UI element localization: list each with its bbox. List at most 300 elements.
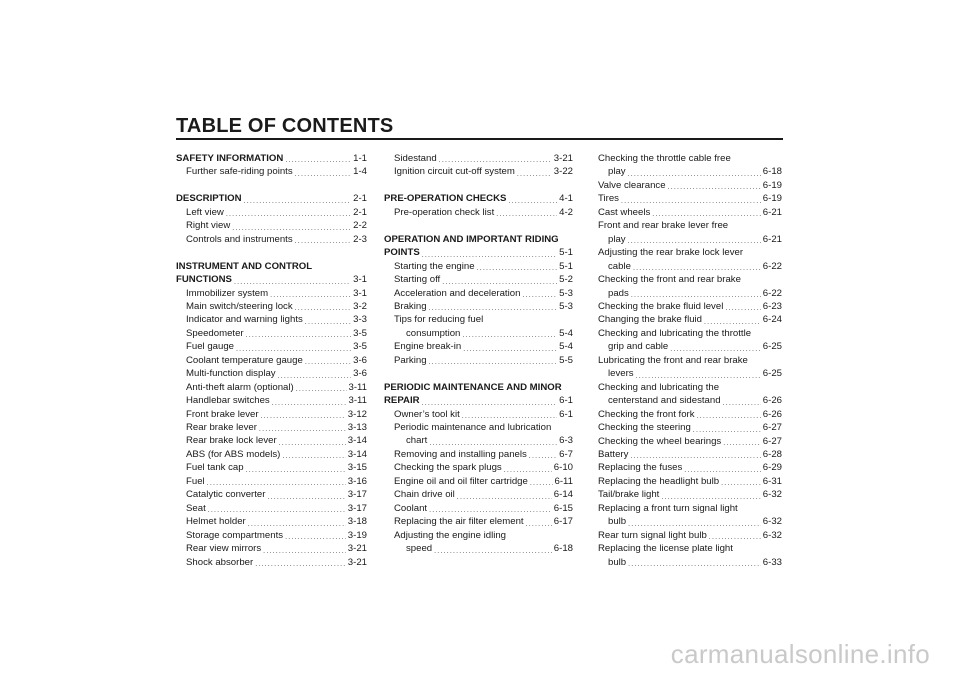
toc-entry[interactable] — [384, 515, 573, 528]
toc-entry[interactable] — [384, 340, 573, 353]
toc-page-number: 1-1 — [353, 153, 367, 164]
toc-entry-title: PRE-OPERATION CHECKS — [384, 193, 507, 205]
toc-page-number: 3-6 — [353, 368, 367, 380]
toc-page-number: 5-1 — [559, 247, 573, 259]
toc-page-number: 3-2 — [353, 300, 367, 312]
toc-entry[interactable] — [176, 394, 367, 407]
toc-entry-title: Further safe-riding points — [186, 166, 293, 178]
toc-entry[interactable] — [598, 313, 782, 326]
toc-entry[interactable] — [384, 273, 573, 286]
toc-entry-line: Front and rear brake lever free — [598, 220, 729, 232]
toc-entry[interactable] — [176, 542, 367, 555]
toc-entry-title: Coolant — [394, 502, 428, 514]
toc-entry-title: SAFETY INFORMATION — [176, 153, 284, 164]
toc-entry-title: Parking — [394, 354, 427, 366]
dot-leader — [636, 372, 761, 381]
section-spacer — [176, 179, 367, 192]
toc-entry-line: Replacing the license plate light — [598, 543, 733, 555]
toc-entry-line: Adjusting the engine idling — [394, 529, 507, 541]
dot-leader — [259, 425, 346, 434]
toc-page-number: 6-27 — [762, 422, 782, 434]
toc-entry-title: Replacing the headlight bulb — [598, 475, 720, 487]
dot-leader — [630, 452, 760, 461]
toc-page-number: 3-13 — [347, 422, 367, 434]
toc-entry[interactable] — [598, 367, 782, 380]
toc-entry-title: Checking the steering — [598, 422, 691, 434]
toc-page-number: 6-1 — [559, 395, 573, 407]
toc-page-number: 3-17 — [347, 502, 367, 514]
toc-entry-title: Acceleration and deceleration — [394, 287, 521, 299]
toc-entry-title: Pre-operation check list — [394, 206, 495, 218]
dot-leader — [434, 547, 552, 556]
toc-page-number: 5-4 — [559, 327, 573, 339]
dot-leader — [255, 560, 346, 569]
toc-entry[interactable] — [598, 179, 782, 192]
toc-entry-title: Rear view mirrors — [186, 543, 262, 555]
toc-entry-title: REPAIR — [384, 395, 420, 407]
dot-leader — [529, 452, 557, 461]
dot-leader — [526, 520, 552, 529]
toc-entry[interactable] — [598, 394, 782, 407]
toc-section-heading-line: OPERATION AND IMPORTANT RIDING — [384, 233, 559, 245]
dot-leader — [305, 358, 351, 367]
toc-entry[interactable] — [598, 300, 782, 313]
toc-page-number: 6-22 — [762, 260, 782, 272]
dot-leader — [295, 170, 351, 179]
toc-entry[interactable] — [176, 461, 367, 474]
toc-page-number: 6-11 — [554, 475, 573, 487]
title-underline — [176, 138, 783, 140]
toc-entry[interactable] — [176, 219, 367, 232]
toc-page-number: 5-2 — [559, 274, 573, 286]
toc-entry-title: Replacing the fuses — [598, 462, 683, 474]
toc-entry-title: Braking — [394, 300, 427, 312]
toc-entry-title: Checking the front fork — [598, 408, 695, 420]
toc-section-heading-line: PERIODIC MAINTENANCE AND MINOR — [384, 381, 562, 393]
toc-entry-title: Checking the wheel bearings — [598, 435, 722, 447]
toc-entry-title: Owner’s tool kit — [394, 408, 460, 420]
toc-page-number: 4-2 — [559, 206, 573, 218]
page-title: TABLE OF CONTENTS — [176, 115, 394, 137]
toc-entry[interactable] — [176, 233, 367, 246]
toc-entry-title: Front brake lever — [186, 408, 259, 420]
toc-entry-title: POINTS — [384, 247, 420, 259]
toc-page-number: 6-23 — [762, 300, 782, 312]
toc-entry-line: Tips for reducing fuel — [394, 314, 484, 326]
toc-entry[interactable] — [384, 152, 573, 165]
dot-leader — [462, 331, 557, 340]
toc-page-number: 5-3 — [559, 300, 573, 312]
dot-leader — [295, 237, 351, 246]
toc-entry-title: Changing the brake fluid — [598, 314, 703, 326]
dot-leader — [661, 493, 760, 502]
dot-leader — [704, 318, 761, 327]
toc-page-number: 6-22 — [762, 287, 782, 299]
watermark: carmanualsonline.info — [670, 639, 930, 669]
toc-page-number: 6-18 — [553, 543, 573, 555]
toc-page-number: 3-5 — [353, 341, 367, 353]
toc-entry-line: Checking and lubricating the — [598, 381, 720, 393]
toc-entry-line: Checking and lubricating the throttle — [598, 327, 752, 339]
section-spacer — [384, 367, 573, 380]
dot-leader — [721, 479, 761, 488]
dot-leader — [270, 291, 351, 300]
toc-page-number: 6-32 — [762, 516, 782, 528]
toc-entry-title: Right view — [186, 220, 231, 232]
toc-entry-title: Sidestand — [394, 153, 437, 164]
toc-entry[interactable] — [598, 408, 782, 421]
toc-entry-title: play — [608, 166, 626, 178]
toc-column-1 — [176, 152, 367, 569]
toc-page-number: 6-17 — [553, 516, 573, 528]
toc-page-number: 3-3 — [353, 314, 367, 326]
dot-leader — [285, 533, 346, 542]
toc-entry[interactable] — [384, 434, 573, 447]
toc-page-number: 6-19 — [762, 179, 782, 191]
toc-entry-title: Battery — [598, 448, 629, 460]
toc-entry-title: cable — [608, 260, 631, 272]
toc-page-number: 5-4 — [559, 341, 573, 353]
toc-page-number: 3-22 — [553, 166, 573, 178]
toc-section-entry[interactable] — [176, 273, 367, 286]
toc-entry[interactable] — [598, 529, 782, 542]
toc-page-number: 3-11 — [348, 381, 367, 393]
toc-page-number: 3-5 — [353, 327, 367, 339]
toc-entry-title: Tail/brake light — [598, 489, 660, 501]
dot-leader — [429, 304, 558, 313]
toc-entry-title: Fuel tank cap — [186, 462, 244, 474]
dot-leader — [633, 264, 761, 273]
toc-entry-title: Ignition circuit cut-off system — [394, 166, 515, 178]
toc-entry[interactable] — [384, 448, 573, 461]
toc-page-number: 3-15 — [347, 462, 367, 474]
toc-section-heading-line: INSTRUMENT AND CONTROL — [176, 260, 313, 272]
toc-entry[interactable] — [176, 529, 367, 542]
dot-leader — [628, 520, 761, 529]
toc-page-number: 5-1 — [559, 260, 573, 272]
toc-entry-title: Left view — [186, 206, 224, 218]
toc-page-number: 4-1 — [559, 193, 573, 205]
toc-page-number: 6-26 — [762, 408, 782, 420]
dot-leader — [442, 278, 557, 287]
toc-entry-title: ABS (for ABS models) — [186, 448, 281, 460]
toc-page-number: 6-14 — [553, 489, 573, 501]
toc-page-number: 6-26 — [762, 395, 782, 407]
dot-leader — [429, 439, 557, 448]
toc-column-3 — [598, 152, 782, 569]
toc-entry[interactable] — [176, 206, 367, 219]
toc-entry-title: Rear turn signal light bulb — [598, 529, 707, 541]
toc-page-number: 2-1 — [353, 193, 367, 205]
toc-page-number: 6-3 — [559, 435, 573, 447]
dot-leader — [628, 170, 761, 179]
toc-entry-title: consumption — [406, 327, 461, 339]
toc-entry[interactable] — [384, 461, 573, 474]
toc-entry[interactable] — [176, 434, 367, 447]
toc-entry[interactable] — [384, 354, 573, 367]
toc-entry[interactable] — [598, 206, 782, 219]
toc-entry[interactable] — [176, 515, 367, 528]
toc-page-number: 6-21 — [762, 206, 782, 218]
toc-section-entry[interactable] — [176, 152, 367, 165]
toc-entry[interactable] — [598, 233, 782, 246]
dot-leader — [263, 547, 346, 556]
toc-page-number: 3-17 — [347, 489, 367, 501]
toc-entry[interactable] — [176, 448, 367, 461]
toc-entry[interactable] — [176, 367, 367, 380]
toc-entry-title: pads — [608, 287, 629, 299]
toc-entry-title: Tires — [598, 193, 619, 205]
toc-entry-title: Shock absorber — [186, 556, 254, 568]
toc-entry[interactable] — [176, 313, 367, 326]
dot-leader — [504, 466, 552, 475]
dot-leader — [522, 291, 557, 300]
toc-entry[interactable] — [176, 556, 367, 569]
section-spacer — [176, 246, 367, 259]
toc-page-number: 3-11 — [348, 395, 367, 407]
toc-entry-title: Engine break-in — [394, 341, 462, 353]
toc-entry-title: Removing and installing panels — [394, 448, 527, 460]
toc-section-entry[interactable] — [384, 246, 573, 259]
toc-entry-title: bulb — [608, 556, 627, 568]
dot-leader — [232, 224, 351, 233]
toc-page-number: 5-3 — [559, 287, 573, 299]
dot-leader — [267, 493, 345, 502]
dot-leader — [439, 156, 552, 165]
toc-entry[interactable] — [384, 488, 573, 501]
toc-entry-title: Handlebar switches — [186, 395, 270, 407]
toc-entry-title: grip and cable — [608, 341, 669, 353]
toc-entry-title: Rear brake lever — [186, 422, 257, 434]
dot-leader — [244, 197, 352, 206]
toc-entry[interactable] — [176, 287, 367, 300]
toc-entry-line: Replacing a front turn signal light — [598, 502, 738, 514]
toc-entry-title: Multi-function display — [186, 368, 276, 380]
dot-leader — [296, 385, 347, 394]
dot-leader — [462, 412, 557, 421]
dot-leader — [208, 506, 346, 515]
toc-page-number: 3-16 — [347, 475, 367, 487]
dot-leader — [422, 399, 558, 408]
toc-entry[interactable] — [598, 421, 782, 434]
toc-section-entry[interactable] — [384, 192, 573, 205]
toc-entry-title: Cast wheels — [598, 206, 651, 218]
dot-leader — [621, 197, 761, 206]
dot-leader — [725, 304, 760, 313]
toc-entry[interactable] — [598, 515, 782, 528]
toc-entry-title: Seat — [186, 502, 206, 514]
toc-entry[interactable] — [384, 502, 573, 515]
toc-entry-title: levers — [608, 368, 634, 380]
dot-leader — [517, 170, 552, 179]
toc-page-number: 6-33 — [762, 556, 782, 568]
toc-entry-title: FUNCTIONS — [176, 274, 232, 286]
toc-entry-title: Starting off — [394, 274, 441, 286]
toc-entry-line: Checking the throttle cable free — [598, 153, 731, 164]
dot-leader — [723, 399, 761, 408]
dot-leader — [709, 533, 761, 542]
toc-entry-title: Rear brake lock lever — [186, 435, 277, 447]
toc-entry[interactable] — [598, 448, 782, 461]
toc-entry[interactable] — [598, 287, 782, 300]
dot-leader — [508, 197, 557, 206]
toc-entry-title: Controls and instruments — [186, 233, 293, 245]
toc-page-number: 6-29 — [762, 462, 782, 474]
toc-entry[interactable] — [176, 488, 367, 501]
dot-leader — [697, 412, 761, 421]
dot-leader — [261, 412, 346, 421]
dot-leader — [477, 264, 558, 273]
toc-entry-title: Replacing the air filter element — [394, 516, 524, 528]
toc-entry-title: Indicator and warning lights — [186, 314, 303, 326]
toc-page-number: 3-14 — [347, 435, 367, 447]
toc-entry-title: Main switch/steering lock — [186, 300, 293, 312]
toc-entry-line: Lubricating the front and rear brake — [598, 354, 748, 366]
toc-entry[interactable] — [176, 475, 367, 488]
toc-page-number: 6-32 — [762, 489, 782, 501]
dot-leader — [248, 520, 346, 529]
dot-leader — [236, 345, 351, 354]
toc-section-entry[interactable] — [176, 192, 367, 205]
toc-entry-title: Storage compartments — [186, 529, 284, 541]
toc-page-number: 6-27 — [762, 435, 782, 447]
toc-page-number: 6-7 — [559, 448, 573, 460]
toc-entry[interactable] — [598, 488, 782, 501]
dot-leader — [272, 399, 347, 408]
toc-page-number: 6-1 — [559, 408, 573, 420]
dot-leader — [422, 251, 557, 260]
toc-entry[interactable] — [176, 300, 367, 313]
toc-page-number: 3-1 — [353, 287, 367, 299]
dot-leader — [668, 183, 761, 192]
toc-entry[interactable] — [176, 354, 367, 367]
toc-page-number: 2-1 — [353, 206, 367, 218]
toc-entry-title: centerstand and sidestand — [608, 395, 721, 407]
toc-page-number: 3-14 — [347, 448, 367, 460]
toc-entry[interactable] — [384, 327, 573, 340]
dot-leader — [246, 331, 352, 340]
dot-leader — [628, 237, 761, 246]
dot-leader — [652, 210, 761, 219]
dot-leader — [496, 210, 557, 219]
toc-entry[interactable] — [598, 260, 782, 273]
dot-leader — [684, 466, 761, 475]
toc-entry[interactable] — [598, 556, 782, 569]
toc-page-number: 3-1 — [353, 274, 367, 286]
toc-entry[interactable] — [598, 165, 782, 178]
dot-leader — [530, 479, 553, 488]
section-spacer — [384, 219, 573, 232]
toc-page-number: 1-4 — [353, 166, 367, 178]
toc-entry-title: Valve clearance — [598, 179, 666, 191]
dot-leader — [631, 291, 761, 300]
toc-page-number: 6-18 — [762, 166, 782, 178]
toc-page-number: 2-2 — [353, 220, 367, 232]
toc-page-number: 6-28 — [762, 448, 782, 460]
dot-leader — [278, 372, 352, 381]
toc-entry[interactable] — [598, 192, 782, 205]
toc-entry[interactable] — [384, 408, 573, 421]
toc-page-number: 3-21 — [553, 153, 573, 164]
toc-entry[interactable] — [384, 206, 573, 219]
dot-leader — [463, 345, 557, 354]
toc-entry-title: Engine oil and oil filter cartridge — [394, 475, 528, 487]
toc-section-entry[interactable] — [384, 394, 573, 407]
toc-entry[interactable] — [176, 421, 367, 434]
toc-entry[interactable] — [176, 502, 367, 515]
toc-entry[interactable] — [384, 165, 573, 178]
toc-entry-title: Anti-theft alarm (optional) — [186, 381, 294, 393]
dot-leader — [457, 493, 552, 502]
dot-leader — [628, 560, 761, 569]
toc-page-number: 6-25 — [762, 341, 782, 353]
toc-entry[interactable] — [598, 461, 782, 474]
toc-entry[interactable] — [176, 340, 367, 353]
toc-entry-title: Coolant temperature gauge — [186, 354, 303, 366]
toc-entry[interactable] — [384, 475, 573, 488]
toc-page-number: 3-12 — [347, 408, 367, 420]
toc-entry-line: Checking the front and rear brake — [598, 274, 741, 286]
toc-entry-title: Immobilizer system — [186, 287, 269, 299]
toc-entry-title: Starting the engine — [394, 260, 475, 272]
toc-entry-title: DESCRIPTION — [176, 193, 242, 205]
dot-leader — [670, 345, 761, 354]
toc-page-number: 6-19 — [762, 193, 782, 205]
toc-page-number: 6-21 — [762, 233, 782, 245]
toc-entry[interactable] — [384, 542, 573, 555]
toc-page-number: 6-31 — [762, 475, 782, 487]
toc-entry[interactable] — [384, 300, 573, 313]
dot-leader — [234, 278, 351, 287]
dot-leader — [429, 358, 558, 367]
toc-entry-title: bulb — [608, 516, 627, 528]
toc-entry[interactable] — [176, 327, 367, 340]
dot-leader — [282, 452, 345, 461]
toc-entry-title: Chain drive oil — [394, 489, 455, 501]
toc-page-number: 6-15 — [553, 502, 573, 514]
toc-entry[interactable] — [384, 260, 573, 273]
dot-leader — [305, 318, 351, 327]
toc-entry-title: play — [608, 233, 626, 245]
toc-page-number: 3-18 — [347, 516, 367, 528]
dot-leader — [246, 466, 346, 475]
toc-page-number: 6-10 — [553, 462, 573, 474]
toc-entry[interactable] — [176, 165, 367, 178]
toc-entry[interactable] — [384, 287, 573, 300]
toc-entry-title: Fuel gauge — [186, 341, 235, 353]
toc-entry-title: Speedometer — [186, 327, 244, 339]
toc-entry[interactable] — [598, 475, 782, 488]
toc-page-number: 3-21 — [347, 543, 367, 555]
dot-leader — [429, 506, 552, 515]
toc-entry[interactable] — [176, 408, 367, 421]
dot-leader — [723, 439, 761, 448]
dot-leader — [693, 426, 761, 435]
dot-leader — [279, 439, 346, 448]
toc-entry-line: Adjusting the rear brake lock lever — [598, 247, 744, 259]
toc-entry[interactable] — [598, 340, 782, 353]
toc-page-number: 3-6 — [353, 354, 367, 366]
dot-leader — [226, 210, 351, 219]
toc-column-2 — [384, 152, 573, 556]
toc-entry[interactable] — [598, 435, 782, 448]
dot-leader — [207, 479, 346, 488]
toc-entry-title: Helmet holder — [186, 516, 246, 528]
toc-page-number: 6-25 — [762, 368, 782, 380]
toc-page-number: 6-32 — [762, 529, 782, 541]
toc-entry-title: chart — [406, 435, 428, 447]
toc-entry[interactable] — [176, 381, 367, 394]
